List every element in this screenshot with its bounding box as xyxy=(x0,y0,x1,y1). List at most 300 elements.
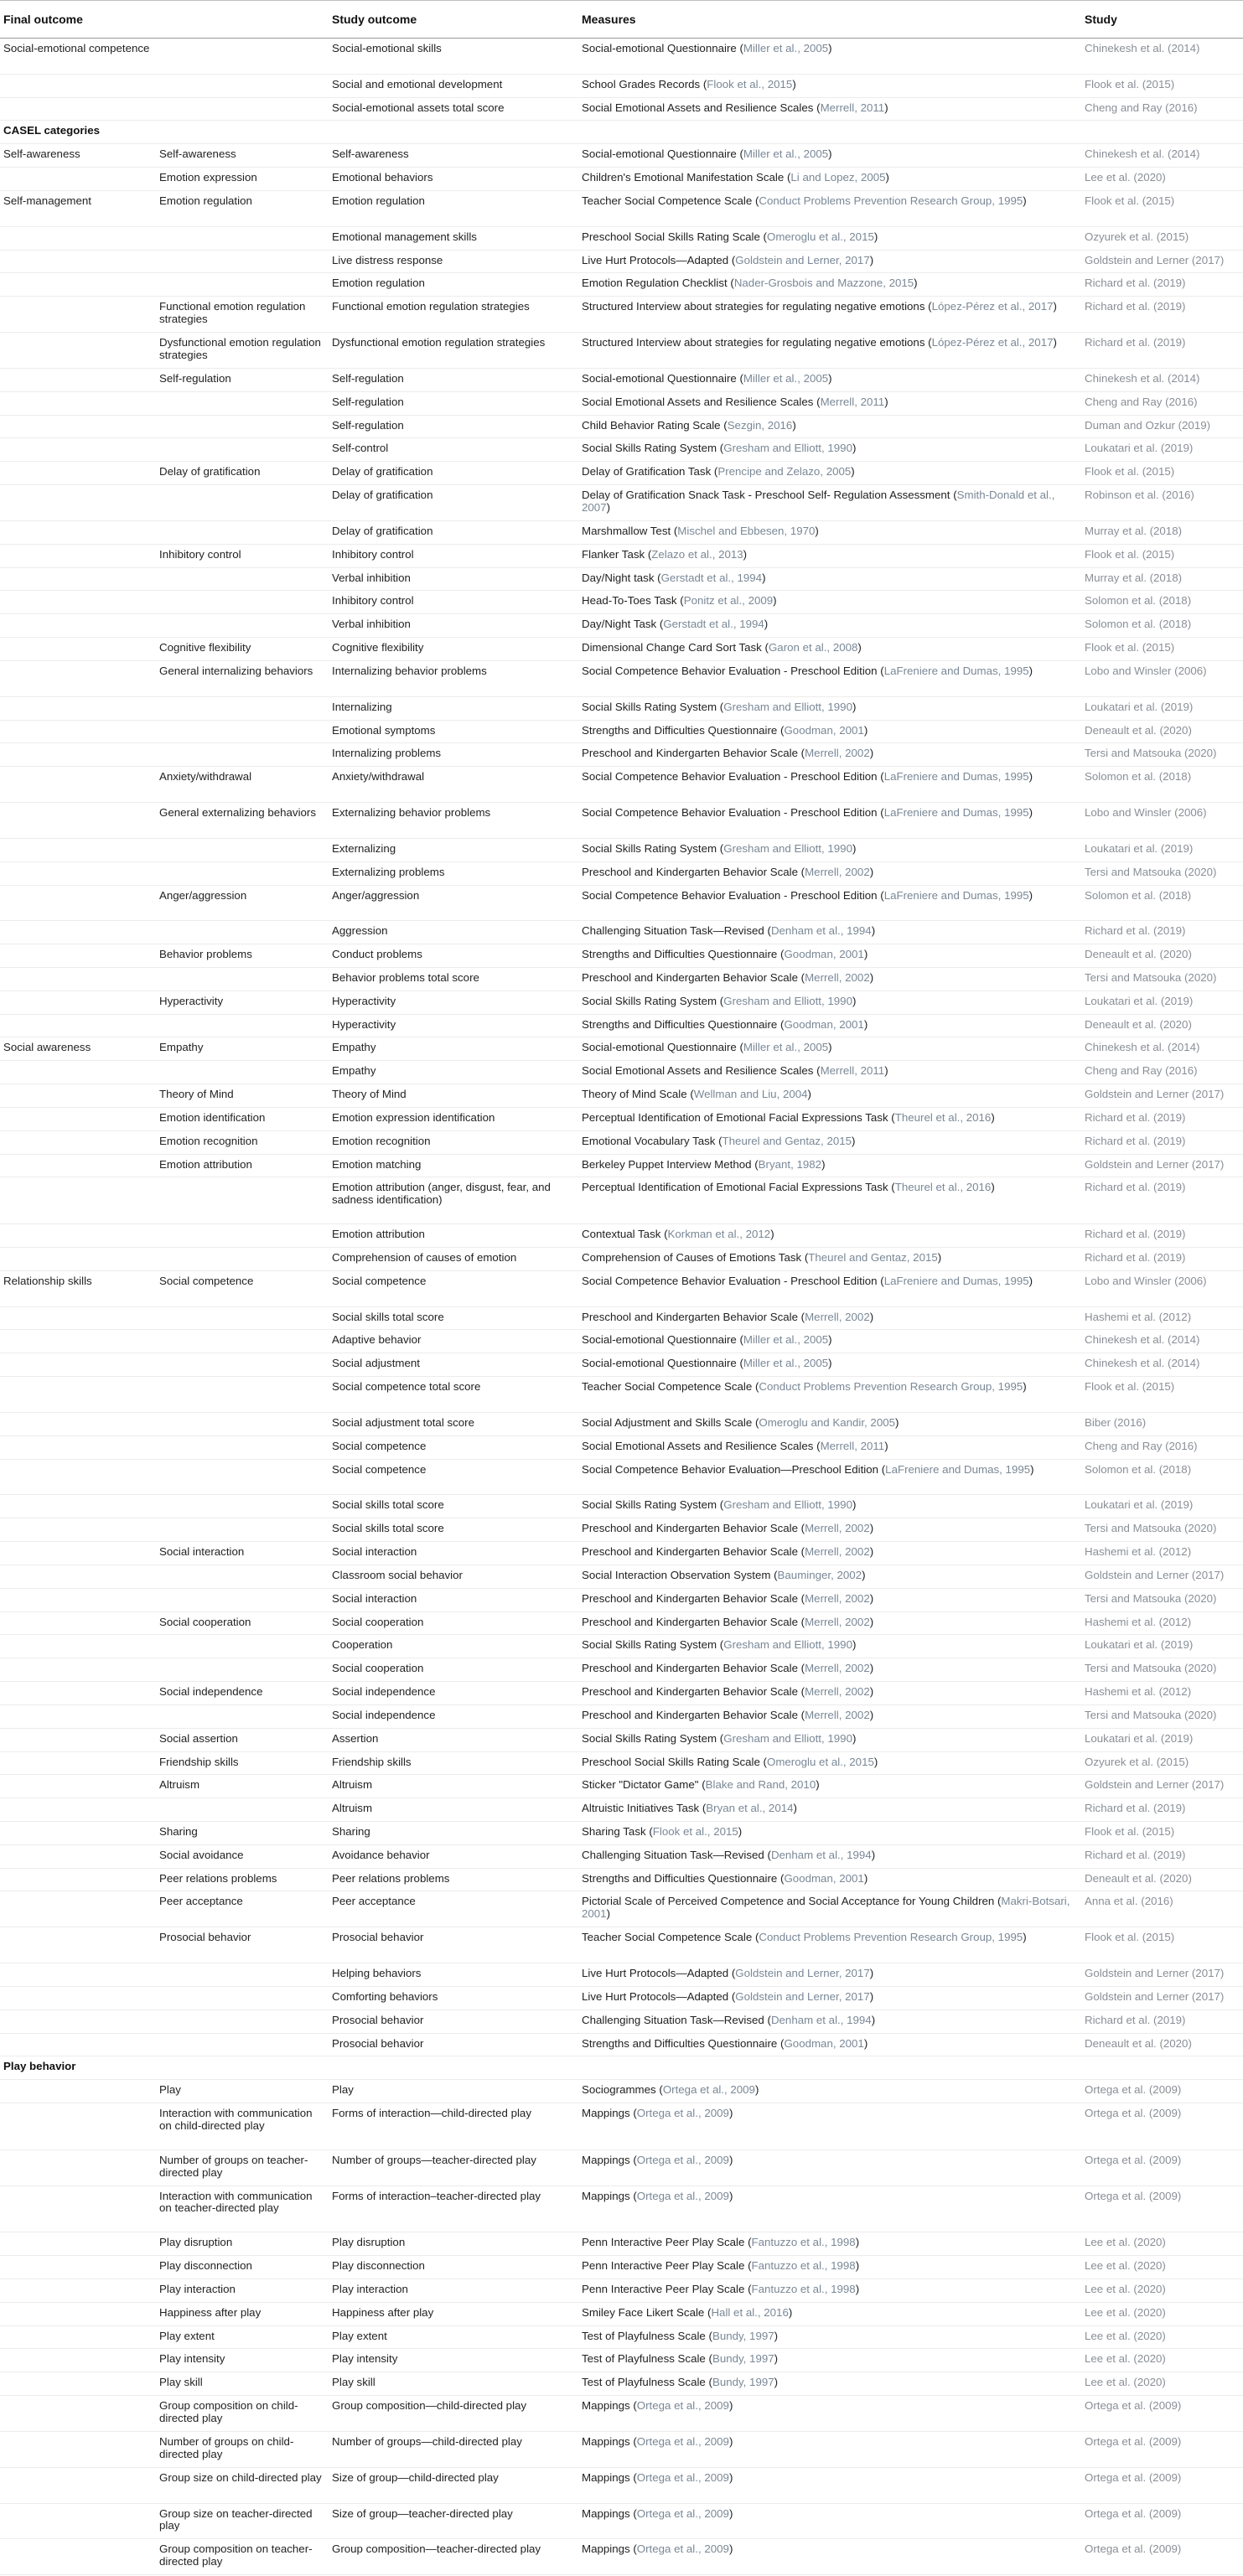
measure-citation-link[interactable]: Gresham and Elliott, 1990 xyxy=(723,994,852,1007)
measure-cell: Delay of Gratification Snack Task - Preschool Self- Regulation Assessment (Smith-Donald et al., 2007) xyxy=(578,485,1081,521)
measure-citation-link[interactable]: Ortega et al., 2009 xyxy=(636,2470,729,2484)
study-reference-link[interactable]: Lee et al. (2020) xyxy=(1081,2256,1243,2279)
measure-citation-link[interactable]: Garon et al., 2008 xyxy=(768,641,858,654)
measure-citation-link[interactable]: Ortega et al., 2009 xyxy=(636,2399,729,2413)
measure-citation-link[interactable]: Goldstein and Lerner, 2017 xyxy=(735,253,870,266)
final-outcome-subcategory: Social avoidance xyxy=(159,1848,244,1861)
study-reference-link[interactable]: Robinson et al. (2016) xyxy=(1081,485,1243,521)
study-reference-link[interactable]: Lobo and Winsler (2006) xyxy=(1081,1270,1243,1306)
study-reference-link[interactable]: Lobo and Winsler (2006) xyxy=(1081,803,1243,839)
measure-name: Contextual Task xyxy=(582,1228,661,1241)
study-reference-link[interactable]: Cheng and Ray (2016) xyxy=(1081,1061,1243,1084)
measure-name: School Grades Records xyxy=(582,77,701,91)
study-reference-link[interactable]: Flook et al. (2015) xyxy=(1081,638,1243,661)
study-reference-link[interactable]: Richard et al. (2019) xyxy=(1081,1177,1243,1224)
study-reference-link[interactable]: Lee et al. (2020) xyxy=(1081,2302,1243,2325)
study-outcome-cell: Social and emotional development xyxy=(329,74,578,97)
measure-citation-link[interactable]: Hall et al., 2016 xyxy=(711,2305,789,2319)
measure-name: Teacher Social Competence Scale xyxy=(582,1380,753,1394)
measure-cell: Challenging Situation Task—Revised (Denham et al., 1994) xyxy=(578,921,1081,944)
measure-citation-link[interactable]: Merrell, 2002 xyxy=(805,1310,870,1323)
final-outcome-subcategory: Delay of gratification xyxy=(159,465,261,478)
measure-citation-link[interactable]: Ortega et al., 2009 xyxy=(636,2107,729,2120)
table-row xyxy=(0,520,1243,544)
measure-citation-link[interactable]: Denham et al., 1994 xyxy=(770,1848,872,1861)
measure-name: Live Hurt Protocols—Adapted xyxy=(582,1989,729,2003)
study-reference-link[interactable]: Goldstein and Lerner (2017) xyxy=(1081,250,1243,273)
measure-name: Structured Interview about strategies for regulating negative emotions xyxy=(582,336,925,349)
study-outcome-cell: Conduct problems xyxy=(329,944,578,968)
measure-citation-link[interactable]: Bundy, 1997 xyxy=(712,2329,774,2342)
study-reference-link[interactable]: Richard et al. (2019) xyxy=(1081,2010,1243,2033)
study-reference-link[interactable]: Murray et al. (2018) xyxy=(1081,520,1243,544)
measure-citation-link[interactable]: Bryan et al., 2014 xyxy=(706,1802,794,1815)
study-reference-link[interactable]: Flook et al. (2015) xyxy=(1081,74,1243,97)
study-reference-link[interactable]: Flook et al. (2015) xyxy=(1081,1927,1243,1963)
measure-citation-link[interactable]: Merrell, 2011 xyxy=(820,395,885,408)
study-reference-link[interactable]: Solomon et al. (2018) xyxy=(1081,885,1243,921)
study-reference-link[interactable]: Flook et al. (2015) xyxy=(1081,1821,1243,1844)
study-reference-link[interactable]: Hashemi et al. (2012) xyxy=(1081,1306,1243,1330)
table-body xyxy=(0,39,1243,2575)
final-outcome-subcategory: Social cooperation xyxy=(159,1615,251,1628)
measure-cell: Preschool and Kindergarten Behavior Scale (Merrell, 2002) xyxy=(578,1682,1081,1705)
study-reference-link[interactable]: Deneault et al. (2020) xyxy=(1081,720,1243,743)
study-outcome-cell: Number of groups—child-directed play xyxy=(329,2431,578,2467)
measure-cell: Strengths and Difficulties Questionnaire (Goodman, 2001) xyxy=(578,1868,1081,1891)
measure-citation-link[interactable]: Goodman, 2001 xyxy=(784,723,864,737)
study-reference-link[interactable]: Loukatari et al. (2019) xyxy=(1081,1728,1243,1751)
study-outcome-cell: Emotion regulation xyxy=(329,190,578,226)
study-outcome-cell: Social adjustment xyxy=(329,1353,578,1377)
study-outcome-cell: Emotion attribution xyxy=(329,1224,578,1248)
measure-citation-link[interactable]: Goodman, 2001 xyxy=(784,1871,864,1885)
table-row xyxy=(0,1751,1243,1775)
study-reference-link[interactable]: Tersi and Matsouka (2020) xyxy=(1081,967,1243,991)
measure-citation-link[interactable]: Miller et al., 2005 xyxy=(743,147,829,161)
table-row xyxy=(0,1798,1243,1822)
study-outcome-cell: Play extent xyxy=(329,2325,578,2349)
measure-citation-link[interactable]: Merrell, 2002 xyxy=(805,747,870,760)
study-reference-link[interactable]: Ortega et al. (2009) xyxy=(1081,2431,1243,2467)
final-outcome-subcategory: Cognitive flexibility xyxy=(159,641,251,654)
measure-citation-link[interactable]: Miller et al., 2005 xyxy=(743,42,829,54)
measure-citation-link[interactable]: Li and Lopez, 2005 xyxy=(790,171,886,184)
final-outcome-category: Self-management xyxy=(3,194,91,207)
measure-citation-link[interactable]: Sezgin, 2016 xyxy=(727,418,793,432)
study-reference-link[interactable]: Ortega et al. (2009) xyxy=(1081,2539,1243,2575)
study-outcome-cell: Cognitive flexibility xyxy=(329,638,578,661)
measure-citation-link[interactable]: Flook et al., 2015 xyxy=(707,77,793,91)
study-reference-link[interactable]: Anna et al. (2016) xyxy=(1081,1891,1243,1927)
study-reference-link[interactable]: Lee et al. (2020) xyxy=(1081,2372,1243,2396)
measure-citation-link[interactable]: Theurel and Gentaz, 2015 xyxy=(722,1134,852,1147)
study-reference-link[interactable]: Ortega et al. (2009) xyxy=(1081,2185,1243,2232)
study-reference-link[interactable]: Solomon et al. (2018) xyxy=(1081,767,1243,803)
measure-citation-link[interactable]: Ortega et al., 2009 xyxy=(636,2189,729,2202)
table-row xyxy=(0,2080,1243,2103)
measure-citation-link[interactable]: Goldstein and Lerner, 2017 xyxy=(735,1967,870,1980)
measure-citation-link[interactable]: Theurel and Gentaz, 2015 xyxy=(808,1250,938,1264)
measure-name: Mappings xyxy=(582,2434,630,2448)
table-row xyxy=(0,2256,1243,2279)
measure-citation-link[interactable]: Merrell, 2011 xyxy=(820,1064,885,1078)
study-reference-link[interactable]: Lobo and Winsler (2006) xyxy=(1081,660,1243,696)
table-row xyxy=(0,1728,1243,1751)
measure-cell: Preschool and Kindergarten Behavior Scale (Merrell, 2002) xyxy=(578,1658,1081,1682)
study-reference-link[interactable]: Richard et al. (2019) xyxy=(1081,297,1243,333)
study-reference-link[interactable]: Richard et al. (2019) xyxy=(1081,1844,1243,1868)
measure-citation-link[interactable]: LaFreniere and Dumas, 1995 xyxy=(883,888,1029,902)
study-reference-link[interactable]: Chinekesh et al. (2014) xyxy=(1081,1353,1243,1377)
final-outcome-subcategory: Play skill xyxy=(159,2376,203,2389)
measure-name: Theory of Mind Scale xyxy=(582,1088,687,1101)
measure-citation-link[interactable]: Gerstadt et al., 1994 xyxy=(660,571,763,584)
measure-citation-link[interactable]: Zelazo et al., 2013 xyxy=(651,547,743,561)
study-reference-link[interactable]: Goldstein and Lerner (2017) xyxy=(1081,1986,1243,2010)
study-reference-link[interactable]: Goldstein and Lerner (2017) xyxy=(1081,1084,1243,1108)
table-row xyxy=(0,462,1243,485)
study-reference-link[interactable]: Cheng and Ray (2016) xyxy=(1081,1435,1243,1459)
measure-cell: Strengths and Difficulties Questionnaire (Goodman, 2001) xyxy=(578,944,1081,968)
table-row xyxy=(0,1518,1243,1542)
study-reference-link[interactable]: Lee et al. (2020) xyxy=(1081,2325,1243,2349)
measure-name: Sharing Task xyxy=(582,1824,646,1838)
final-outcome-subcategory: Self-awareness xyxy=(159,147,236,161)
study-reference-link[interactable]: Ozyurek et al. (2015) xyxy=(1081,1751,1243,1775)
table-row xyxy=(0,226,1243,250)
study-outcome-cell: Externalizing xyxy=(329,838,578,861)
measure-name: Social Skills Rating System xyxy=(582,700,717,713)
study-reference-link[interactable]: Lee et al. (2020) xyxy=(1081,168,1243,191)
header-final-outcome: Final outcome xyxy=(0,1,329,39)
measure-citation-link[interactable]: Nader-Grosbois and Mazzone, 2015 xyxy=(733,277,914,290)
measure-citation-link[interactable]: Miller et al., 2005 xyxy=(743,1041,829,1054)
measure-citation-link[interactable]: Miller et al., 2005 xyxy=(743,1333,829,1347)
measure-cell: Penn Interactive Peer Play Scale (Fantuzzo et al., 1998) xyxy=(578,2279,1081,2302)
study-outcome-cell: Anxiety/withdrawal xyxy=(329,767,578,803)
measure-citation-link[interactable]: Merrell, 2002 xyxy=(805,970,870,984)
measure-citation-link[interactable]: Merrell, 2002 xyxy=(805,1545,870,1559)
study-reference-link[interactable]: Ortega et al. (2009) xyxy=(1081,2080,1243,2103)
study-reference-link[interactable]: Richard et al. (2019) xyxy=(1081,1130,1243,1154)
measure-citation-link[interactable]: Merrell, 2002 xyxy=(805,1591,870,1605)
measure-name: Social-emotional Questionnaire xyxy=(582,42,737,54)
study-reference-link[interactable]: Deneault et al. (2020) xyxy=(1081,2033,1243,2056)
study-outcome-cell: Altruism xyxy=(329,1775,578,1798)
study-reference-link[interactable]: Richard et al. (2019) xyxy=(1081,1247,1243,1270)
measure-cell: Berkeley Puppet Interview Method (Bryant, 1982) xyxy=(578,1154,1081,1177)
table-row xyxy=(0,1154,1243,1177)
final-outcome-subcategory: Sharing xyxy=(159,1824,198,1838)
measure-cell: Social Competence Behavior Evaluation - Preschool Edition (LaFreniere and Dumas, 1995) xyxy=(578,803,1081,839)
measure-citation-link[interactable]: LaFreniere and Dumas, 1995 xyxy=(883,664,1029,677)
study-reference-link[interactable]: Flook et al. (2015) xyxy=(1081,1377,1243,1413)
measure-name: Social Competence Behavior Evaluation - Preschool Edition xyxy=(582,888,878,902)
study-reference-link[interactable]: Lee et al. (2020) xyxy=(1081,2279,1243,2302)
measure-citation-link[interactable]: Conduct Problems Prevention Research Group, 1995 xyxy=(759,1931,1023,1944)
measure-name: Social Interaction Observation System xyxy=(582,1568,771,1581)
measure-cell: Sociogrammes (Ortega et al., 2009) xyxy=(578,2080,1081,2103)
measure-citation-link[interactable]: López-Pérez et al., 2017 xyxy=(931,300,1054,313)
measure-citation-link[interactable]: Merrell, 2002 xyxy=(805,1685,870,1699)
measure-citation-link[interactable]: LaFreniere and Dumas, 1995 xyxy=(885,1462,1031,1476)
measure-citation-link[interactable]: Goodman, 2001 xyxy=(784,2036,864,2050)
final-outcome-subcategory: Emotion identification xyxy=(159,1110,266,1124)
study-reference-link[interactable]: Ozyurek et al. (2015) xyxy=(1081,226,1243,250)
study-reference-link[interactable]: Deneault et al. (2020) xyxy=(1081,1868,1243,1891)
measure-name: Sociogrammes xyxy=(582,2083,656,2097)
measure-citation-link[interactable]: Smith-Donald et al., 2007 xyxy=(582,489,1055,514)
measure-citation-link[interactable]: Omeroglu et al., 2015 xyxy=(766,1755,874,1768)
study-reference-link[interactable]: Deneault et al. (2020) xyxy=(1081,1014,1243,1037)
study-outcome-cell: Hyperactivity xyxy=(329,1014,578,1037)
measure-citation-link[interactable]: Merrell, 2002 xyxy=(805,1662,870,1675)
study-reference-link[interactable]: Goldstein and Lerner (2017) xyxy=(1081,1963,1243,1987)
study-reference-link[interactable]: Goldstein and Lerner (2017) xyxy=(1081,1565,1243,1588)
study-reference-link[interactable]: Tersi and Matsouka (2020) xyxy=(1081,1658,1243,1682)
study-reference-link[interactable]: Solomon et al. (2018) xyxy=(1081,614,1243,638)
measure-cell: Dimensional Change Card Sort Task (Garon et al., 2008) xyxy=(578,638,1081,661)
measure-name: Social Competence Behavior Evaluation - Preschool Edition xyxy=(582,664,878,677)
measure-name: Social-emotional Questionnaire xyxy=(582,1333,737,1347)
table-row xyxy=(0,1658,1243,1682)
measure-name: Preschool and Kindergarten Behavior Scale xyxy=(582,1591,798,1605)
header-study-outcome: Study outcome xyxy=(329,1,578,39)
measure-citation-link[interactable]: Miller et al., 2005 xyxy=(743,1357,829,1370)
study-reference-link[interactable]: Tersi and Matsouka (2020) xyxy=(1081,1588,1243,1611)
measure-citation-link[interactable]: Fantuzzo et al., 1998 xyxy=(751,2259,856,2273)
study-reference-link[interactable]: Flook et al. (2015) xyxy=(1081,462,1243,485)
measure-citation-link[interactable]: LaFreniere and Dumas, 1995 xyxy=(883,770,1029,784)
table-row xyxy=(0,1635,1243,1658)
measure-citation-link[interactable]: Gresham and Elliott, 1990 xyxy=(723,700,852,713)
table-row xyxy=(0,1868,1243,1891)
measure-citation-link[interactable]: Wellman and Liu, 2004 xyxy=(693,1088,808,1101)
measure-cell: Teacher Social Competence Scale (Conduct Problems Prevention Research Group, 1995) xyxy=(578,1377,1081,1413)
measure-citation-link[interactable]: Gresham and Elliott, 1990 xyxy=(723,1731,852,1745)
table-row xyxy=(0,368,1243,391)
measure-name: Social-emotional Questionnaire xyxy=(582,147,737,161)
study-reference-link[interactable]: Loukatari et al. (2019) xyxy=(1081,838,1243,861)
study-reference-link[interactable]: Solomon et al. (2018) xyxy=(1081,1459,1243,1495)
study-reference-link[interactable]: Loukatari et al. (2019) xyxy=(1081,1495,1243,1518)
study-reference-link[interactable]: Chinekesh et al. (2014) xyxy=(1081,39,1243,75)
study-reference-link[interactable]: Richard et al. (2019) xyxy=(1081,921,1243,944)
study-reference-link[interactable]: Lee et al. (2020) xyxy=(1081,2349,1243,2372)
study-reference-link[interactable]: Cheng and Ray (2016) xyxy=(1081,391,1243,415)
measure-citation-link[interactable]: Merrell, 2011 xyxy=(820,101,885,114)
measure-citation-link[interactable]: Bryant, 1982 xyxy=(758,1157,822,1171)
table-row xyxy=(0,2103,1243,2150)
study-outcome-cell: Comprehension of causes of emotion xyxy=(329,1247,578,1270)
study-reference-link[interactable]: Loukatari et al. (2019) xyxy=(1081,1635,1243,1658)
table-row xyxy=(0,2033,1243,2056)
measure-cell: Children's Emotional Manifestation Scale (Li and Lopez, 2005) xyxy=(578,168,1081,191)
study-reference-link[interactable]: Richard et al. (2019) xyxy=(1081,1224,1243,1248)
measure-citation-link[interactable]: Omeroglu et al., 2015 xyxy=(766,230,874,243)
measure-citation-link[interactable]: Gerstadt et al., 1994 xyxy=(663,618,764,631)
measure-citation-link[interactable]: Ortega et al., 2009 xyxy=(636,2434,729,2448)
study-reference-link[interactable]: Loukatari et al. (2019) xyxy=(1081,991,1243,1014)
study-reference-link[interactable]: Richard et al. (2019) xyxy=(1081,1798,1243,1822)
measure-citation-link[interactable]: Merrell, 2002 xyxy=(805,1708,870,1721)
table-row xyxy=(0,74,1243,97)
study-reference-link[interactable]: Lee et al. (2020) xyxy=(1081,2232,1243,2256)
measure-citation-link[interactable]: Flook et al., 2015 xyxy=(652,1824,738,1838)
measure-cell: Flanker Task (Zelazo et al., 2013) xyxy=(578,544,1081,567)
study-outcome-cell: Social skills total score xyxy=(329,1518,578,1542)
study-reference-link[interactable]: Tersi and Matsouka (2020) xyxy=(1081,1518,1243,1542)
study-outcome-cell: Social skills total score xyxy=(329,1495,578,1518)
measure-citation-link[interactable]: Omeroglu and Kandir, 2005 xyxy=(759,1415,896,1429)
study-reference-link[interactable]: Ortega et al. (2009) xyxy=(1081,2467,1243,2503)
table-row xyxy=(0,1435,1243,1459)
study-outcome-cell: Social cooperation xyxy=(329,1611,578,1635)
study-reference-link[interactable]: Chinekesh et al. (2014) xyxy=(1081,1037,1243,1061)
measure-citation-link[interactable]: Bundy, 1997 xyxy=(712,2376,774,2389)
table-row xyxy=(0,1084,1243,1108)
study-reference-link[interactable]: Duman and Ozkur (2019) xyxy=(1081,415,1243,438)
measure-citation-link[interactable]: Ortega et al., 2009 xyxy=(636,2506,729,2520)
measure-cell: Strengths and Difficulties Questionnaire (Goodman, 2001) xyxy=(578,720,1081,743)
study-reference-link[interactable]: Goldstein and Lerner (2017) xyxy=(1081,1154,1243,1177)
measure-cell: Live Hurt Protocols—Adapted (Goldstein and Lerner, 2017) xyxy=(578,1963,1081,1987)
measure-citation-link[interactable]: Korkman et al., 2012 xyxy=(667,1228,771,1241)
measure-cell: Structured Interview about strategies for regulating negative emotions (López-Pérez et al., 2017) xyxy=(578,297,1081,333)
study-reference-link[interactable]: Richard et al. (2019) xyxy=(1081,333,1243,369)
study-reference-link[interactable]: Tersi and Matsouka (2020) xyxy=(1081,743,1243,767)
final-outcome-subcategory: Empathy xyxy=(159,1041,204,1054)
study-reference-link[interactable]: Hashemi et al. (2012) xyxy=(1081,1682,1243,1705)
measure-name: Child Behavior Rating Scale xyxy=(582,418,721,432)
measure-cell: Social-emotional Questionnaire (Miller et al., 2005) xyxy=(578,368,1081,391)
study-outcome-cell: Emotion attribution (anger, disgust, fear, and sadness identification) xyxy=(329,1177,578,1224)
table-row xyxy=(0,2396,1243,2432)
measure-citation-link[interactable]: Gresham and Elliott, 1990 xyxy=(723,841,852,855)
measure-citation-link[interactable]: Merrell, 2002 xyxy=(805,865,870,878)
study-reference-link[interactable]: Chinekesh et al. (2014) xyxy=(1081,144,1243,168)
measure-citation-link[interactable]: Blake and Rand, 2010 xyxy=(705,1778,816,1792)
measure-citation-link[interactable]: Bauminger, 2002 xyxy=(777,1568,862,1581)
measure-cell: Social Competence Behavior Evaluation - Preschool Edition (LaFreniere and Dumas, 1995) xyxy=(578,767,1081,803)
study-reference-link[interactable]: Richard et al. (2019) xyxy=(1081,1107,1243,1130)
measure-citation-link[interactable]: Denham et al., 1994 xyxy=(770,2013,872,2026)
study-reference-link[interactable]: Ortega et al. (2009) xyxy=(1081,2396,1243,2432)
measure-cell: Mappings (Ortega et al., 2009) xyxy=(578,2103,1081,2150)
measure-citation-link[interactable]: Theurel et al., 2016 xyxy=(894,1181,992,1194)
study-reference-link[interactable]: Goldstein and Lerner (2017) xyxy=(1081,1775,1243,1798)
study-outcome-cell: Inhibitory control xyxy=(329,591,578,614)
measure-citation-link[interactable]: Conduct Problems Prevention Research Group, 1995 xyxy=(759,1380,1023,1394)
table-row xyxy=(0,1014,1243,1037)
measure-name: Strengths and Difficulties Questionnaire xyxy=(582,1017,778,1031)
study-reference-link[interactable]: Richard et al. (2019) xyxy=(1081,273,1243,297)
table-row xyxy=(0,333,1243,369)
measure-name: Preschool and Kindergarten Behavior Scale xyxy=(582,1545,798,1559)
study-reference-link[interactable]: Murray et al. (2018) xyxy=(1081,567,1243,591)
measure-citation-link[interactable]: López-Pérez et al., 2017 xyxy=(931,336,1054,349)
study-reference-link[interactable]: Biber (2016) xyxy=(1081,1412,1243,1435)
measure-citation-link[interactable]: Miller et al., 2005 xyxy=(743,371,829,385)
measure-name: Emotional Vocabulary Task xyxy=(582,1134,716,1147)
measure-citation-link[interactable]: Conduct Problems Prevention Research Group, 1995 xyxy=(759,194,1023,207)
measure-citation-link[interactable]: Makri-Botsari, 2001 xyxy=(582,1895,1070,1921)
measure-citation-link[interactable]: Merrell, 2002 xyxy=(805,1522,870,1535)
study-reference-link[interactable]: Loukatari et al. (2019) xyxy=(1081,696,1243,720)
table-row xyxy=(0,767,1243,803)
study-reference-link[interactable]: Ortega et al. (2009) xyxy=(1081,2149,1243,2185)
study-reference-link[interactable]: Hashemi et al. (2012) xyxy=(1081,1542,1243,1565)
study-outcome-cell: Play interaction xyxy=(329,2279,578,2302)
study-reference-link[interactable]: Tersi and Matsouka (2020) xyxy=(1081,1704,1243,1728)
final-outcome-subcategory: Group composition on teacher-directed play xyxy=(159,2542,313,2568)
measure-cell: Social-emotional Questionnaire (Miller et al., 2005) xyxy=(578,1330,1081,1353)
measure-citation-link[interactable]: Ortega et al., 2009 xyxy=(636,2153,729,2166)
study-outcome-cell: Anger/aggression xyxy=(329,885,578,921)
measure-citation-link[interactable]: Ponitz et al., 2009 xyxy=(683,594,774,608)
measure-citation-link[interactable]: Ortega et al., 2009 xyxy=(636,2542,729,2556)
final-outcome-subcategory: Group size on child-directed play xyxy=(159,2470,322,2484)
final-outcome-subcategory: Inhibitory control xyxy=(159,547,241,561)
measure-citation-link[interactable]: Bundy, 1997 xyxy=(712,2352,774,2366)
measure-citation-link[interactable]: Goodman, 2001 xyxy=(784,1017,864,1031)
study-reference-link[interactable]: Ortega et al. (2009) xyxy=(1081,2103,1243,2150)
study-reference-link[interactable]: Solomon et al. (2018) xyxy=(1081,591,1243,614)
measure-citation-link[interactable]: Gresham and Elliott, 1990 xyxy=(723,442,852,455)
measure-citation-link[interactable]: Prencipe and Zelazo, 2005 xyxy=(717,465,852,478)
study-reference-link[interactable]: Cheng and Ray (2016) xyxy=(1081,97,1243,121)
study-reference-link[interactable]: Flook et al. (2015) xyxy=(1081,190,1243,226)
measure-citation-link[interactable]: Merrell, 2011 xyxy=(820,1439,885,1452)
measure-cell: Perceptual Identification of Emotional Facial Expressions Task (Theurel et al., 2016) xyxy=(578,1107,1081,1130)
study-reference-link[interactable]: Tersi and Matsouka (2020) xyxy=(1081,861,1243,885)
table-row xyxy=(0,2232,1243,2256)
study-reference-link[interactable]: Flook et al. (2015) xyxy=(1081,544,1243,567)
study-reference-link[interactable]: Hashemi et al. (2012) xyxy=(1081,1611,1243,1635)
study-outcome-cell: Hyperactivity xyxy=(329,991,578,1014)
study-outcome-cell: Number of groups—teacher-directed play xyxy=(329,2149,578,2185)
study-reference-link[interactable]: Deneault et al. (2020) xyxy=(1081,944,1243,968)
measure-citation-link[interactable]: Fantuzzo et al., 1998 xyxy=(751,2282,856,2295)
study-reference-link[interactable]: Ortega et al. (2009) xyxy=(1081,2503,1243,2539)
measure-citation-link[interactable]: Gresham and Elliott, 1990 xyxy=(723,1498,852,1512)
measure-citation-link[interactable]: LaFreniere and Dumas, 1995 xyxy=(883,1274,1029,1287)
measure-citation-link[interactable]: Theurel et al., 2016 xyxy=(894,1110,992,1124)
measure-citation-link[interactable]: Goldstein and Lerner, 2017 xyxy=(735,1989,870,2003)
study-outcome-cell: Empathy xyxy=(329,1037,578,1061)
measure-cell: Structured Interview about strategies for regulating negative emotions (López-Pérez et al., 2017) xyxy=(578,333,1081,369)
measure-citation-link[interactable]: Ortega et al., 2009 xyxy=(662,2083,755,2097)
study-reference-link[interactable]: Chinekesh et al. (2014) xyxy=(1081,1330,1243,1353)
table-row xyxy=(0,1986,1243,2010)
measure-name: Challenging Situation Task—Revised xyxy=(582,2013,764,2026)
table-row xyxy=(0,544,1243,567)
measure-cell: Sticker "Dictator Game" (Blake and Rand, 2010) xyxy=(578,1775,1081,1798)
measure-citation-link[interactable]: Denham et al., 1994 xyxy=(770,924,872,938)
measure-cell: Social Competence Behavior Evaluation—Preschool Edition (LaFreniere and Dumas, 1995) xyxy=(578,1459,1081,1495)
measure-citation-link[interactable]: Mischel and Ebbesen, 1970 xyxy=(677,524,816,537)
measure-citation-link[interactable]: LaFreniere and Dumas, 1995 xyxy=(883,806,1029,820)
study-reference-link[interactable]: Loukatari et al. (2019) xyxy=(1081,438,1243,462)
study-outcome-cell: Theory of Mind xyxy=(329,1084,578,1108)
measure-citation-link[interactable]: Gresham and Elliott, 1990 xyxy=(723,1638,852,1652)
study-reference-link[interactable]: Chinekesh et al. (2014) xyxy=(1081,368,1243,391)
measure-citation-link[interactable]: Merrell, 2002 xyxy=(805,1615,870,1628)
measure-citation-link[interactable]: Fantuzzo et al., 1998 xyxy=(751,2236,856,2249)
measure-citation-link[interactable]: Goodman, 2001 xyxy=(784,948,864,961)
table-row xyxy=(0,297,1243,333)
